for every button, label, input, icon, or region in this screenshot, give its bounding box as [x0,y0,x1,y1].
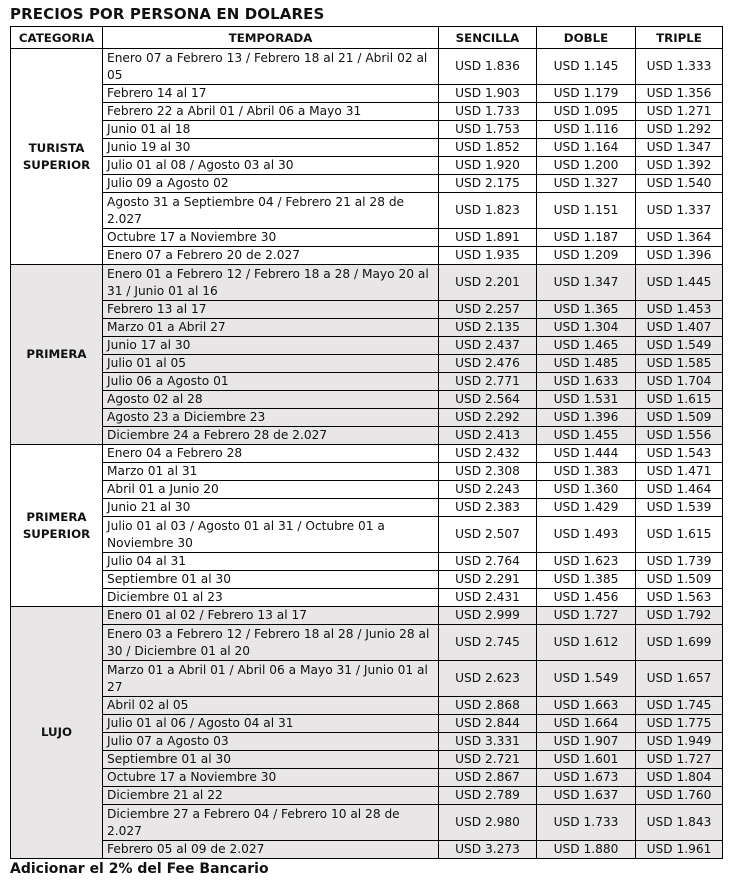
temporada-cell: Octubre 17 a Noviembre 30 [103,769,439,787]
price-doble-cell: USD 1.187 [537,229,636,247]
table-row [11,751,723,769]
category-group [11,445,723,607]
price-sencilla-cell: USD 1.823 [439,193,537,229]
temporada-cell: Agosto 31 a Septiembre 04 / Febrero 21 al 28 de 2.027 [103,193,439,229]
price-sencilla-cell: USD 2.257 [439,301,537,319]
price-triple-cell: USD 1.539 [636,499,723,517]
temporada-cell: Abril 02 al 05 [103,697,439,715]
price-sencilla-cell: USD 1.891 [439,229,537,247]
price-doble-cell: USD 1.179 [537,85,636,103]
temporada-cell: Junio 21 al 30 [103,499,439,517]
price-doble-cell: USD 1.733 [537,805,636,841]
column-header-temporada: TEMPORADA [103,27,439,49]
price-triple-cell: USD 1.464 [636,481,723,499]
table-row [11,463,723,481]
table-row [11,625,723,661]
table-row [11,301,723,319]
price-doble-cell: USD 1.304 [537,319,636,337]
temporada-cell: Julio 01 al 05 [103,355,439,373]
price-sencilla-cell: USD 2.999 [439,607,537,625]
price-sencilla-cell: USD 1.935 [439,247,537,265]
price-triple-cell: USD 1.445 [636,265,723,301]
price-triple-cell: USD 1.760 [636,787,723,805]
price-sencilla-cell: USD 1.836 [439,49,537,85]
price-doble-cell: USD 1.727 [537,607,636,625]
price-sencilla-cell: USD 2.745 [439,625,537,661]
temporada-cell: Julio 06 a Agosto 01 [103,373,439,391]
table-header-row [11,27,723,49]
price-doble-cell: USD 1.360 [537,481,636,499]
price-doble-cell: USD 1.209 [537,247,636,265]
category-name-line1: PRIMERA [26,347,87,361]
price-triple-cell: USD 1.961 [636,841,723,859]
category-group [11,607,723,859]
temporada-cell: Marzo 01 al 31 [103,463,439,481]
price-sencilla-cell: USD 2.564 [439,391,537,409]
price-sencilla-cell: USD 1.920 [439,157,537,175]
price-sencilla-cell: USD 3.273 [439,841,537,859]
price-sencilla-cell: USD 2.867 [439,769,537,787]
price-triple-cell: USD 1.843 [636,805,723,841]
category-name-line1: LUJO [40,725,73,739]
price-triple-cell: USD 1.657 [636,661,723,697]
table-row [11,247,723,265]
temporada-cell: Diciembre 21 al 22 [103,787,439,805]
price-triple-cell: USD 1.333 [636,49,723,85]
column-header-sencilla: SENCILLA [439,27,537,49]
price-triple-cell: USD 1.356 [636,85,723,103]
table-row [11,175,723,193]
temporada-cell: Agosto 02 al 28 [103,391,439,409]
category-group [11,49,723,265]
price-sencilla-cell: USD 2.308 [439,463,537,481]
price-triple-cell: USD 1.396 [636,247,723,265]
price-triple-cell: USD 1.549 [636,337,723,355]
price-triple-cell: USD 1.556 [636,427,723,445]
price-triple-cell: USD 1.699 [636,625,723,661]
temporada-cell: Julio 07 a Agosto 03 [103,733,439,751]
price-sencilla-cell: USD 2.721 [439,751,537,769]
price-sencilla-cell: USD 1.753 [439,121,537,139]
price-doble-cell: USD 1.673 [537,769,636,787]
price-table [10,26,723,859]
price-triple-cell: USD 1.292 [636,121,723,139]
table-row [11,427,723,445]
temporada-cell: Abril 01 a Junio 20 [103,481,439,499]
price-doble-cell: USD 1.151 [537,193,636,229]
price-triple-cell: USD 1.745 [636,697,723,715]
price-triple-cell: USD 1.792 [636,607,723,625]
price-sencilla-cell: USD 2.789 [439,787,537,805]
table-row [11,787,723,805]
price-triple-cell: USD 1.271 [636,103,723,121]
price-sencilla-cell: USD 2.292 [439,409,537,427]
price-doble-cell: USD 1.200 [537,157,636,175]
price-triple-cell: USD 1.540 [636,175,723,193]
temporada-cell: Septiembre 01 al 30 [103,571,439,589]
price-doble-cell: USD 1.164 [537,139,636,157]
price-sencilla-cell: USD 2.507 [439,517,537,553]
price-triple-cell: USD 1.543 [636,445,723,463]
temporada-cell: Enero 07 a Febrero 13 / Febrero 18 al 21 / Abril 02 al 05 [103,49,439,85]
table-row [11,139,723,157]
price-doble-cell: USD 1.455 [537,427,636,445]
price-sencilla-cell: USD 2.383 [439,499,537,517]
price-doble-cell: USD 1.095 [537,103,636,121]
price-triple-cell: USD 1.949 [636,733,723,751]
category-name-line2: SUPERIOR [22,157,91,172]
page-title: PRECIOS POR PERSONA EN DOLARES [10,5,325,23]
price-triple-cell: USD 1.615 [636,391,723,409]
temporada-cell: Octubre 17 a Noviembre 30 [103,229,439,247]
price-doble-cell: USD 1.549 [537,661,636,697]
price-doble-cell: USD 1.601 [537,751,636,769]
column-header-doble: DOBLE [537,27,636,49]
table-row [11,265,723,301]
category-cell [11,49,103,265]
category-cell [11,607,103,859]
table-row [11,715,723,733]
table-row [11,193,723,229]
temporada-cell: Julio 01 al 06 / Agosto 04 al 31 [103,715,439,733]
price-sencilla-cell: USD 2.413 [439,427,537,445]
price-triple-cell: USD 1.471 [636,463,723,481]
temporada-cell: Enero 07 a Febrero 20 de 2.027 [103,247,439,265]
table-row [11,697,723,715]
table-row [11,49,723,85]
price-triple-cell: USD 1.509 [636,409,723,427]
price-triple-cell: USD 1.804 [636,769,723,787]
category-cell [11,265,103,445]
price-doble-cell: USD 1.907 [537,733,636,751]
price-triple-cell: USD 1.727 [636,751,723,769]
category-name-line1: PRIMERA [26,509,87,524]
price-triple-cell: USD 1.509 [636,571,723,589]
price-triple-cell: USD 1.407 [636,319,723,337]
price-sencilla-cell: USD 2.175 [439,175,537,193]
price-doble-cell: USD 1.637 [537,787,636,805]
price-sencilla-cell: USD 2.476 [439,355,537,373]
price-triple-cell: USD 1.392 [636,157,723,175]
price-triple-cell: USD 1.585 [636,355,723,373]
table-row [11,391,723,409]
column-header-categoria: CATEGORIA [11,27,103,49]
temporada-cell: Enero 01 a Febrero 12 / Febrero 18 a 28 / Mayo 20 al 31 / Junio 01 al 16 [103,265,439,301]
temporada-cell: Febrero 13 al 17 [103,301,439,319]
price-sencilla-cell: USD 2.868 [439,697,537,715]
table-row [11,229,723,247]
table-row [11,355,723,373]
price-triple-cell: USD 1.337 [636,193,723,229]
price-doble-cell: USD 1.429 [537,499,636,517]
temporada-cell: Enero 01 al 02 / Febrero 13 al 17 [103,607,439,625]
table-row [11,85,723,103]
price-sencilla-cell: USD 1.903 [439,85,537,103]
temporada-cell: Julio 01 al 08 / Agosto 03 al 30 [103,157,439,175]
price-triple-cell: USD 1.775 [636,715,723,733]
table-row [11,733,723,751]
price-doble-cell: USD 1.456 [537,589,636,607]
price-doble-cell: USD 1.385 [537,571,636,589]
price-doble-cell: USD 1.493 [537,517,636,553]
price-sencilla-cell: USD 2.437 [439,337,537,355]
price-sencilla-cell: USD 2.771 [439,373,537,391]
temporada-cell: Junio 01 al 18 [103,121,439,139]
price-doble-cell: USD 1.531 [537,391,636,409]
price-doble-cell: USD 1.383 [537,463,636,481]
price-doble-cell: USD 1.880 [537,841,636,859]
table-row [11,157,723,175]
table-row [11,607,723,625]
price-sencilla-cell: USD 2.980 [439,805,537,841]
price-sencilla-cell: USD 1.852 [439,139,537,157]
price-sencilla-cell: USD 1.733 [439,103,537,121]
table-row [11,319,723,337]
table-row [11,805,723,841]
price-sencilla-cell: USD 2.291 [439,571,537,589]
price-sencilla-cell: USD 2.201 [439,265,537,301]
table-row [11,841,723,859]
temporada-cell: Julio 01 al 03 / Agosto 01 al 31 / Octubre 01 a Noviembre 30 [103,517,439,553]
price-doble-cell: USD 1.365 [537,301,636,319]
temporada-cell: Enero 04 a Febrero 28 [103,445,439,463]
temporada-cell: Marzo 01 a Abril 27 [103,319,439,337]
price-triple-cell: USD 1.704 [636,373,723,391]
price-doble-cell: USD 1.465 [537,337,636,355]
table-row [11,103,723,121]
price-sencilla-cell: USD 3.331 [439,733,537,751]
price-doble-cell: USD 1.145 [537,49,636,85]
table-row [11,373,723,391]
price-triple-cell: USD 1.563 [636,589,723,607]
price-sencilla-cell: USD 2.844 [439,715,537,733]
temporada-cell: Junio 19 al 30 [103,139,439,157]
price-triple-cell: USD 1.347 [636,139,723,157]
column-header-triple: TRIPLE [636,27,723,49]
price-sencilla-cell: USD 2.623 [439,661,537,697]
price-doble-cell: USD 1.116 [537,121,636,139]
table-row [11,499,723,517]
table-row [11,337,723,355]
temporada-cell: Diciembre 01 al 23 [103,589,439,607]
table-row [11,589,723,607]
price-doble-cell: USD 1.347 [537,265,636,301]
table-row [11,571,723,589]
temporada-cell: Febrero 14 al 17 [103,85,439,103]
price-doble-cell: USD 1.396 [537,409,636,427]
table-row [11,445,723,463]
table-row [11,661,723,697]
temporada-cell: Febrero 22 a Abril 01 / Abril 06 a Mayo 31 [103,103,439,121]
table-row [11,769,723,787]
footnote: Adicionar el 2% del Fee Bancario [10,861,269,877]
price-sencilla-cell: USD 2.431 [439,589,537,607]
category-group [11,265,723,445]
temporada-cell: Septiembre 01 al 30 [103,751,439,769]
temporada-cell: Diciembre 27 a Febrero 04 / Febrero 10 al 28 de 2.027 [103,805,439,841]
category-name-line2: SUPERIOR [22,526,91,541]
price-doble-cell: USD 1.444 [537,445,636,463]
table-row [11,481,723,499]
temporada-cell: Julio 09 a Agosto 02 [103,175,439,193]
price-doble-cell: USD 1.663 [537,697,636,715]
price-doble-cell: USD 1.664 [537,715,636,733]
temporada-cell: Junio 17 al 30 [103,337,439,355]
temporada-cell: Marzo 01 a Abril 01 / Abril 06 a Mayo 31 / Junio 01 al 27 [103,661,439,697]
price-triple-cell: USD 1.453 [636,301,723,319]
price-sencilla-cell: USD 2.432 [439,445,537,463]
price-doble-cell: USD 1.485 [537,355,636,373]
category-cell [11,445,103,607]
temporada-cell: Julio 04 al 31 [103,553,439,571]
table-row [11,517,723,553]
temporada-cell: Febrero 05 al 09 de 2.027 [103,841,439,859]
price-triple-cell: USD 1.364 [636,229,723,247]
price-doble-cell: USD 1.612 [537,625,636,661]
table-row [11,553,723,571]
category-name-line1: TURISTA [28,140,85,155]
price-triple-cell: USD 1.615 [636,517,723,553]
price-sencilla-cell: USD 2.764 [439,553,537,571]
temporada-cell: Diciembre 24 a Febrero 28 de 2.027 [103,427,439,445]
temporada-cell: Enero 03 a Febrero 12 / Febrero 18 al 28 / Junio 28 al 30 / Diciembre 01 al 20 [103,625,439,661]
table-row [11,409,723,427]
price-sencilla-cell: USD 2.243 [439,481,537,499]
price-triple-cell: USD 1.739 [636,553,723,571]
table-row [11,121,723,139]
price-doble-cell: USD 1.633 [537,373,636,391]
price-sencilla-cell: USD 2.135 [439,319,537,337]
price-doble-cell: USD 1.327 [537,175,636,193]
temporada-cell: Agosto 23 a Diciembre 23 [103,409,439,427]
price-doble-cell: USD 1.623 [537,553,636,571]
